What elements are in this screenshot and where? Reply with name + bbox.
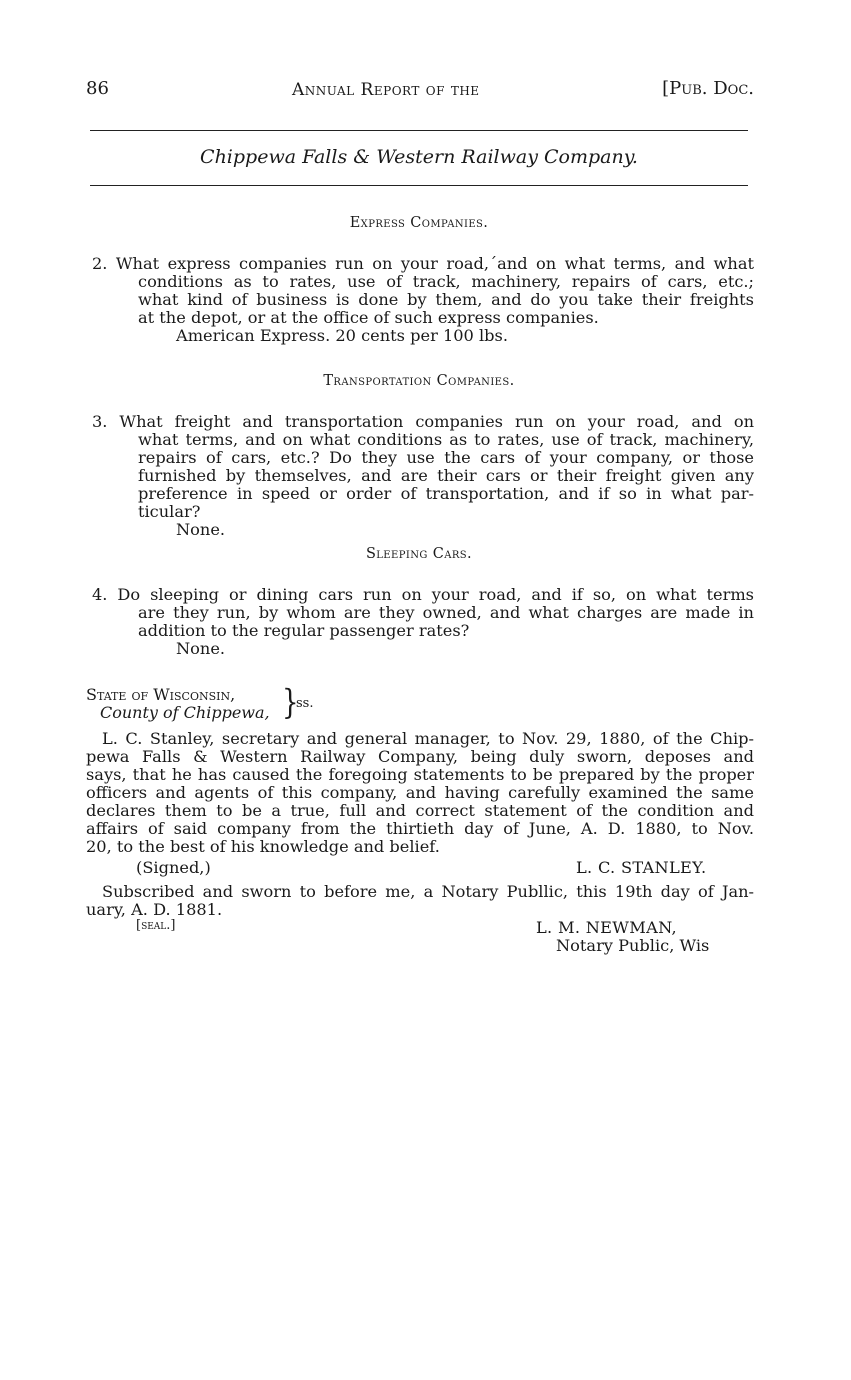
question-line: ticular? xyxy=(138,502,201,521)
sleeping-heading: Sleeping Cars. xyxy=(365,546,473,562)
signed-label: (Signed,) xyxy=(136,858,211,877)
question-sleeping xyxy=(92,586,754,640)
question-line: 4. Do sleeping or dining cars run on your road, and if so, on what terms xyxy=(92,585,754,604)
page-number: 86 xyxy=(86,78,109,99)
question-line: repairs of cars, etc.? Do they use the cars of your company, or those xyxy=(138,448,754,467)
affidavit-line: declares them to be a true, full and correct statement of the condition and xyxy=(86,801,754,820)
question-line: addition to the regular passenger rates? xyxy=(138,621,470,640)
express-heading: Express Companies. xyxy=(349,215,489,231)
affidavit-line: officers and agents of this company, and having carefully examined the same xyxy=(86,783,754,802)
signer-name: L. C. STANLEY. xyxy=(576,858,707,877)
question-line: at the depot, or at the office of such express companies. xyxy=(138,308,599,327)
bottom-rule xyxy=(90,185,748,186)
venue-block xyxy=(86,686,270,722)
question-line: are they run, by whom are they owned, and what charges are made in xyxy=(138,603,754,622)
seal-mark: [seal.] xyxy=(136,918,176,933)
affidavit-line: says, that he has caused the foregoing statements to be prepared by the proper xyxy=(86,765,754,784)
jurat-paragraph xyxy=(86,883,754,919)
top-rule xyxy=(90,130,748,131)
question-line: furnished by themselves, and are their cars or their freight given any xyxy=(138,466,754,485)
question-line: 2. What express companies run on your road,´and on what terms, and what xyxy=(92,254,754,273)
question-transportation xyxy=(92,413,754,521)
running-head xyxy=(86,78,754,102)
notary-name: L. M. NEWMAN, xyxy=(536,918,677,937)
jurat-line: Subscribed and sworn to before me, a Notary Publlic, this 19th day of Jan- xyxy=(102,882,754,901)
affidavit-line: affairs of said company from the thirtieth day of June, A. D. 1880, to Nov. xyxy=(86,819,754,838)
question-line: preference in speed or order of transportation, and if so in what par- xyxy=(138,484,754,503)
affidavit-paragraph xyxy=(86,730,754,856)
running-head-title: Annual Report of the xyxy=(292,80,480,100)
affidavit-line: L. C. Stanley, secretary and general manager, to Nov. 29, 1880, of the Chip- xyxy=(102,729,754,748)
answer-express: American Express. 20 cents per 100 lbs. xyxy=(176,326,508,345)
running-head-doc: [Pub. Doc. xyxy=(662,78,754,99)
question-line: what terms, and on what conditions as to rates, use of track, machinery, xyxy=(138,430,754,449)
answer-transportation: None. xyxy=(176,520,226,539)
company-title: Chippewa Falls & Western Railway Company. xyxy=(200,146,638,168)
notary-title: Notary Public, Wis xyxy=(556,936,710,955)
question-line: conditions as to rates, use of track, machinery, repairs of cars, etc.; xyxy=(138,272,754,291)
venue-state: State of Wisconsin, xyxy=(86,685,236,704)
affidavit-line: 20, to the best of his knowledge and belief. xyxy=(86,837,440,856)
answer-sleeping: None. xyxy=(176,639,226,658)
jurat-line: uary, A. D. 1881. xyxy=(86,900,223,919)
question-line: 3. What freight and transportation companies run on your road, and on xyxy=(92,412,754,431)
affidavit-line: pewa Falls & Western Railway Company, being duly sworn, deposes and xyxy=(86,747,754,766)
transportation-heading: Transportation Companies. xyxy=(323,373,515,389)
question-express xyxy=(92,255,754,327)
venue-brace: } xyxy=(282,683,299,723)
venue-ss: ss. xyxy=(296,696,314,711)
question-line: what kind of business is done by them, and do you take their freights xyxy=(138,290,754,309)
venue-county: County of Chippewa, xyxy=(100,703,270,722)
